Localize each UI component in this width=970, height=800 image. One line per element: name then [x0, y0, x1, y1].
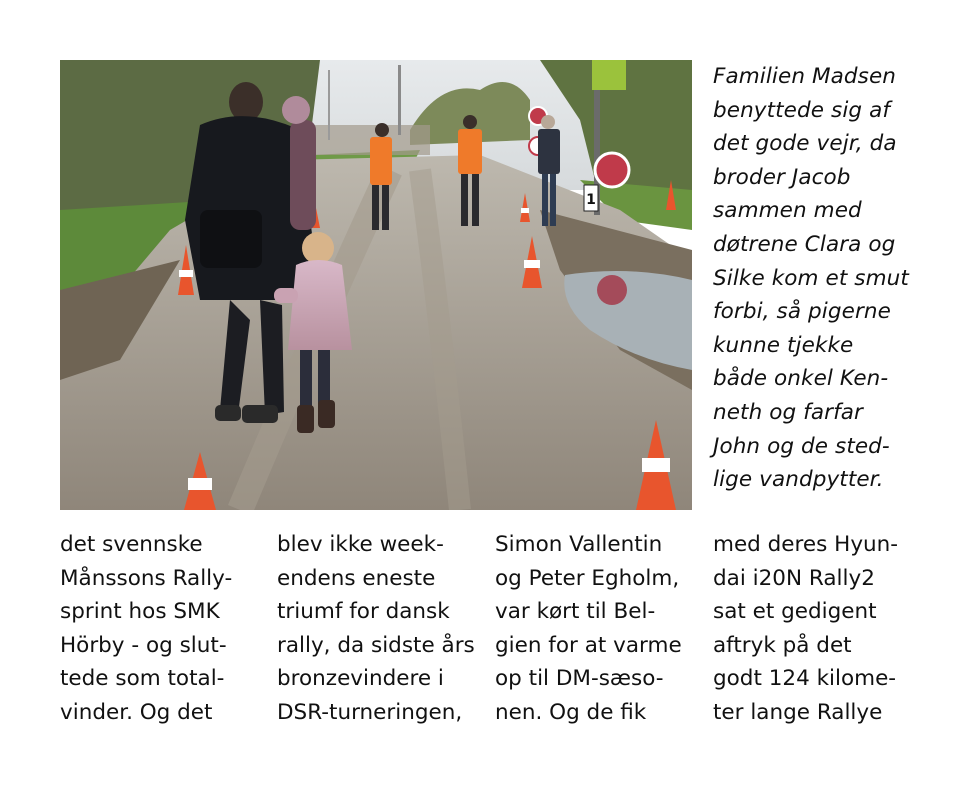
caption-line: neth og farfar	[713, 399, 863, 425]
sign-number: 1	[586, 192, 596, 208]
body-line: tede som total-	[60, 666, 225, 692]
body-line: rally, da sidste års	[277, 632, 475, 658]
body-line: bronzevindere i	[277, 666, 444, 692]
body-line: sat et gedigent	[713, 599, 877, 625]
body-line: gien for at varme	[495, 632, 682, 658]
caption-line: broder Jacob	[713, 164, 851, 190]
caption-line: Familien Madsen	[713, 64, 897, 89]
caption-line: John og de sted-	[713, 433, 890, 459]
caption-line: forbi, så pigerne	[713, 299, 891, 325]
body-line: Hörby - og slut-	[60, 632, 227, 658]
body-column-3	[495, 528, 705, 730]
body-column-2	[277, 528, 487, 730]
body-line: vinder. Og det	[60, 699, 213, 725]
body-column-1	[60, 528, 270, 730]
body-line: og Peter Egholm,	[495, 565, 680, 591]
body-line: aftryk på det	[713, 632, 852, 658]
caption-line: Silke kom et smut	[713, 265, 909, 291]
body-line: godt 124 kilome-	[713, 666, 897, 692]
caption-line: lige vandpytter.	[713, 467, 884, 493]
body-line: med deres Hyun-	[713, 532, 899, 557]
caption-line: det gode vejr, da	[713, 131, 897, 157]
body-line: Månssons Rally-	[60, 565, 233, 591]
body-line: triumf for dansk	[277, 599, 450, 625]
photo-caption	[713, 60, 928, 497]
body-line: det svennske	[60, 532, 203, 557]
caption-line: både onkel Ken-	[713, 366, 889, 392]
body-line: sprint hos SMK	[60, 599, 220, 625]
caption-line: benyttede sig af	[713, 97, 891, 123]
body-line: op til DM-sæso-	[495, 666, 664, 692]
body-line: Simon Vallentin	[495, 532, 663, 557]
body-line: dai i20N Rally2	[713, 565, 875, 591]
body-line: ter lange Rallye	[713, 699, 883, 725]
caption-line: døtrene Clara og	[713, 231, 896, 257]
article-photo	[60, 60, 692, 510]
body-line: endens eneste	[277, 565, 436, 591]
body-line: DSR-turneringen,	[277, 699, 463, 725]
body-line: blev ikke week-	[277, 532, 444, 557]
caption-line: kunne tjekke	[713, 332, 854, 358]
body-line: var kørt til Bel-	[495, 599, 656, 625]
body-line: nen. Og de fik	[495, 699, 647, 725]
body-column-4	[713, 528, 923, 730]
caption-line: sammen med	[713, 198, 862, 224]
